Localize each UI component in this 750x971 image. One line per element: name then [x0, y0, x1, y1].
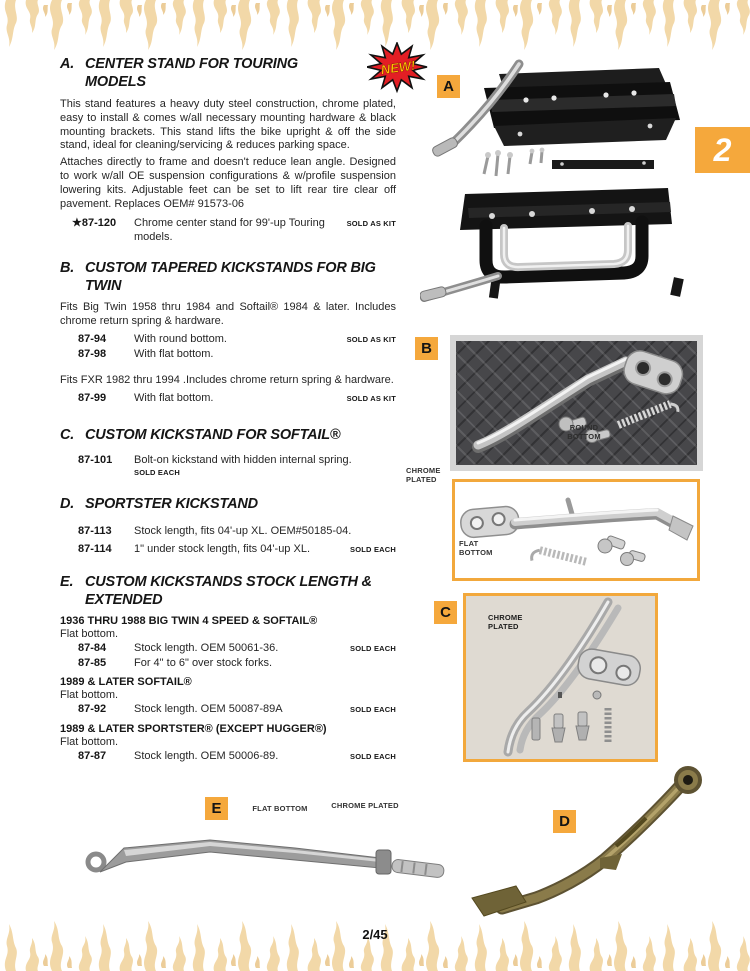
chapter-tab: 2: [695, 127, 750, 173]
part-number: 87-101: [78, 453, 113, 466]
part-number: 87-87: [78, 749, 107, 762]
photo-center-stand-kit: [424, 56, 700, 182]
item-description: With flat bottom.: [134, 347, 214, 360]
section-b-intro-1: Fits Big Twin 1958 thru 1984 and Softail® 1984 & later. Includes chrome return spring & hardware.: [60, 301, 396, 328]
sub-heading-1989-softail: 1989 & LATER SOFTAIL®: [60, 675, 192, 688]
part-number: 87-99: [78, 391, 107, 404]
item-description: With flat bottom.: [134, 391, 214, 404]
item-row-87-113: [60, 524, 396, 538]
stand-hoop-chrome: [504, 226, 628, 267]
photo-center-stand-assembled: [420, 186, 702, 308]
part-number: 87-120: [81, 217, 117, 230]
item-row-87-101: [60, 453, 396, 467]
part-number: 87-98: [78, 347, 107, 360]
section-d-heading: [60, 495, 396, 513]
section-a-paragraph-2: Attaches directly to frame and doesn't reduce lean angle. Designed to work w/all OE suspension configurations & w/profile suspension lowering kits. Adjustable feet can be set to lift rear tire clear off pavement. Replaces OEM# 91573-06: [60, 156, 396, 210]
photo-label-b: B: [415, 337, 438, 360]
flame-border-top: [0, 0, 750, 52]
foot: [472, 886, 526, 916]
sold-tag: SOLD AS KIT: [346, 334, 396, 344]
caption-chrome-plated-margin: CHROME PLATED: [406, 466, 441, 484]
mount-bracket: [620, 347, 686, 397]
photo-sportster-kickstand: [450, 762, 745, 922]
item-description: Stock length, fits 04'-up XL. OEM#50185-04.: [134, 524, 352, 537]
text-column: [60, 55, 396, 764]
section-b-heading: [60, 259, 396, 295]
section-b-intro-2: Fits FXR 1982 thru 1994 .Includes chrome return spring & hardware.: [60, 373, 394, 386]
item-row-87-85: [60, 656, 396, 670]
sold-tag: SOLD EACH: [350, 643, 396, 653]
item-description: Stock length. OEM 50006-89.: [134, 749, 279, 762]
section-d-letter: D.: [60, 495, 75, 512]
photo-flat-bottom-chrome-kickstand: [80, 820, 460, 892]
part-number: 87-85: [78, 656, 107, 669]
section-c-letter: C.: [60, 426, 75, 443]
star-icon: ★: [72, 217, 82, 230]
item-description: Stock length. OEM 50061-36.: [134, 641, 279, 654]
sub-heading-1936: 1936 THRU 1988 BIG TWIN 4 SPEED & SOFTAIL®: [60, 614, 318, 627]
sub-note: Flat bottom.: [60, 735, 119, 748]
caption-flat-bottom-e: FLAT BOTTOM: [252, 804, 308, 813]
foot: [669, 516, 693, 540]
mount-bracket: [576, 647, 642, 687]
photo-label-e: E: [205, 797, 228, 820]
sub-heading-1989-sportster: 1989 & LATER SPORTSTER® (EXCEPT HUGGER®): [60, 722, 327, 735]
item-row-87-120: [60, 216, 396, 244]
section-c-heading: [60, 426, 396, 444]
item-row-87-98: [60, 347, 396, 361]
part-number: 87-114: [78, 542, 112, 555]
section-a-letter: A.: [60, 56, 75, 72]
photo-label-d: D: [553, 810, 576, 833]
section-e-letter: E.: [60, 573, 74, 590]
section-a-paragraph-1: This stand features a heavy duty steel construction, chrome plated, easy to install & comes w/all necessary mounting hardware & black mounting brackets. This stand lifts the bike upright & off the side stand, ideal for cleaning/servicing & reduces parking space.: [60, 98, 396, 152]
photo-flat-bottom-kickstand: [452, 479, 700, 581]
sub-note: Flat bottom.: [60, 688, 119, 701]
sub-note: Flat bottom.: [60, 627, 119, 640]
sold-tag: SOLD AS KIT: [346, 219, 396, 229]
item-description: 1" under stock length, fits 04'-up XL.: [134, 542, 310, 555]
sold-tag: SOLD EACH: [350, 544, 396, 554]
return-spring: [531, 549, 587, 574]
page-number: 2/45: [362, 927, 388, 942]
caption-chrome-plated-c: CHROME PLATED: [488, 613, 523, 631]
item-description: Bolt-on kickstand with hidden internal spring.: [134, 453, 352, 466]
section-c-title: CUSTOM KICKSTAND FOR SOFTAIL®: [85, 426, 341, 443]
section-b-letter: B.: [60, 260, 75, 277]
clamp: [376, 850, 391, 874]
bolts: [598, 535, 646, 565]
sold-tag: SOLD AS KIT: [346, 393, 396, 403]
item-description: Stock length. OEM 50087-89A: [134, 702, 283, 715]
sold-tag: SOLD EACH: [350, 751, 396, 761]
part-number: 87-94: [78, 332, 107, 345]
eye-loop: [88, 854, 104, 870]
item-description: Chrome center stand for 99'-up Touring models.: [134, 217, 325, 244]
item-row-87-94: [60, 332, 396, 347]
photo-round-bottom-kickstand: [450, 335, 703, 471]
sold-tag-below: SOLD EACH: [134, 467, 180, 477]
part-number: 87-92: [78, 702, 107, 715]
kickstand-arm: [502, 784, 682, 908]
caption-flat-bottom-b: FLAT BOTTOM: [459, 539, 493, 557]
section-b-title: CUSTOM TAPERED KICKSTANDS FOR BIG TWIN: [85, 260, 376, 295]
new-badge-text: NEW!: [379, 57, 417, 78]
section-d-title: SPORTSTER KICKSTAND: [85, 495, 258, 512]
item-row-87-87: [60, 749, 396, 764]
item-row-87-92: [60, 702, 396, 717]
section-e-title: CUSTOM KICKSTANDS STOCK LENGTH & EXTENDED: [85, 573, 372, 608]
section-e-heading: [60, 573, 396, 609]
section-a-heading: [60, 55, 396, 91]
sold-tag: SOLD EACH: [350, 704, 396, 714]
part-number: 87-84: [78, 641, 107, 654]
chrome-tip: [391, 859, 444, 878]
return-spring: [618, 402, 679, 434]
part-number: 87-113: [78, 524, 112, 537]
item-row-87-99: [60, 391, 396, 406]
mounting-bar: [552, 160, 654, 169]
item-description: With round bottom.: [134, 332, 227, 345]
item-row-87-114: [60, 542, 396, 557]
item-description: For 4" to 6" over stock forks.: [134, 656, 273, 669]
photo-label-c: C: [434, 601, 457, 624]
item-row-87-84: [60, 641, 396, 656]
flame-border-bottom: [0, 916, 750, 971]
photo-label-a: A: [437, 75, 460, 98]
caption-round-bottom: ROUND BOTTOM: [567, 423, 601, 441]
caption-chrome-plated-e: CHROME PLATED: [331, 801, 399, 810]
section-a-title: CENTER STAND FOR TOURING MODELS: [85, 56, 298, 90]
